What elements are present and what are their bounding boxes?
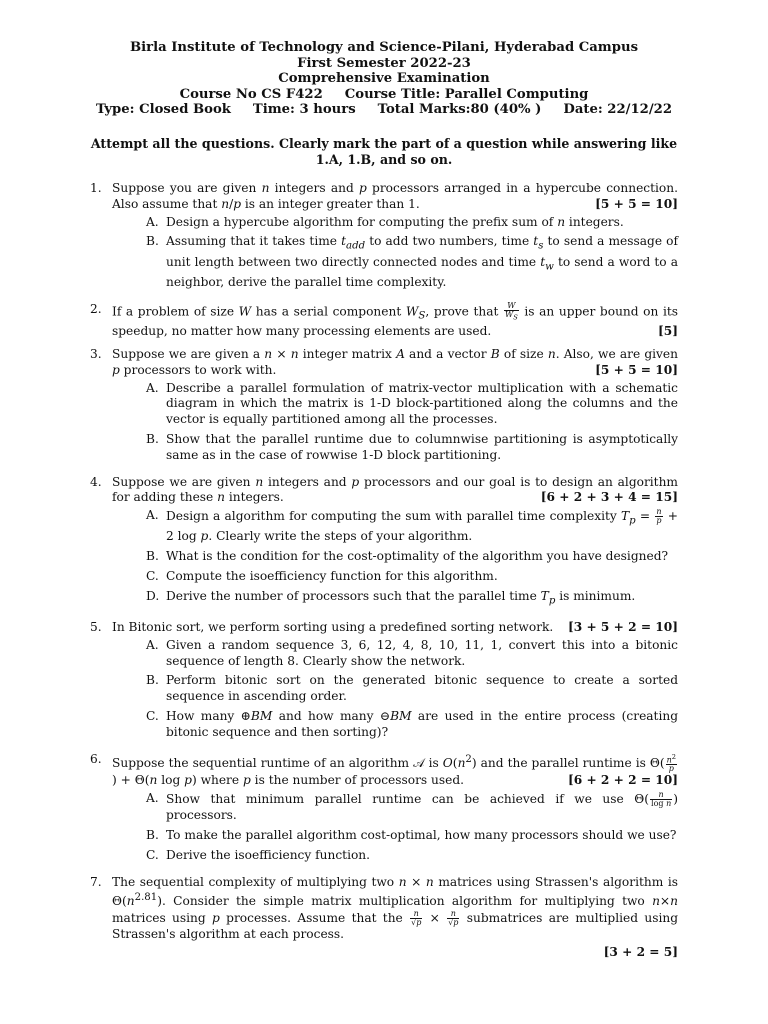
question-number: 3.	[90, 346, 102, 361]
question-text: The sequential complexity of multiplying two n × n matrices using Strassen's algorithm is $\Theta(n^{2.81})$. Consider the simple matrix multiplication algorithm for multiplying two n×n matrices using p processes. Assume that the $\frac{n}{√p}$ × $\frac{n}{√p}$ submatrices are multiplied using Strassen's algorithm at each process.	[112, 874, 679, 942]
question-7	[90, 875, 678, 961]
question-marks: [5]	[657, 324, 678, 339]
question-marks: [3 + 2 = 5]	[603, 945, 678, 960]
question-marks: [6 + 2 + 2 = 10]	[567, 773, 678, 788]
question-marks: [6 + 2 + 3 + 4 = 15]	[540, 490, 678, 505]
question-text: Suppose we are given n integers and p processors and our goal is to design an algorithm for adding these n integers. [6 + 2 + 3 + 4 = 15]	[112, 474, 678, 505]
exam-type: Type: Closed Book	[95, 102, 231, 118]
question-marks: [5 + 5 = 10]	[595, 196, 678, 211]
question-part: B. What is the condition for the cost-optimality of the algorithm you have designed?	[146, 549, 669, 564]
question-2	[90, 302, 678, 340]
question-number: 2.	[90, 301, 102, 316]
question-part: A. Design a algorithm for computing the sum with parallel time complexity $T_p$ = $\frac{n}{p}$ + 2 log p. Clearly write the steps of your algorithm.	[146, 507, 678, 544]
question-4	[90, 475, 678, 613]
exam-header	[90, 40, 678, 118]
question-part: A. Given a random sequence 3, 6, 12, 4, 8, 10, 11, 1, convert this into a bitonic sequence of length 8. Clearly show the network.	[146, 637, 678, 668]
question-text: Suppose we are given a n × n integer matrix A and a vector B of size n. Also, we are given p processors to work with. [5 + 5 = 10]	[112, 346, 678, 377]
question-text: In Bitonic sort, we perform sorting using a predefined sorting network. [3 + 5 + 2 = 10]	[112, 619, 678, 634]
question-number: 7.	[90, 874, 102, 889]
question-3	[90, 347, 678, 468]
question-part: A. Describe a parallel formulation of matrix-vector multiplication with a schematic diagram in which the matrix is 1-D block-partitioned along the columns and the vector is equally partitioned among all the processes.	[146, 380, 678, 427]
question-part: C. Compute the isoefficiency function for this algorithm.	[146, 568, 498, 583]
question-marks: [3 + 5 + 2 = 10]	[567, 619, 678, 634]
question-part: B. Assuming that it takes time $t_{add}$ to add two numbers, time $t_s$ to send a message of unit length between two directly connected nodes and time $t_w$ to send a word to a neighbor, derive the parallel time complexity.	[146, 234, 678, 289]
question-number: 5.	[90, 619, 102, 634]
question-part: C. How many ⊕BM and how many ⊖BM are used in the entire process (creating bitonic sequence and then sorting)?	[146, 708, 678, 739]
question-6	[90, 752, 678, 868]
question-number: 1.	[90, 180, 102, 195]
question-text: Suppose the sequential runtime of an algorithm 𝒜 is $O(n^2)$ and the parallel runtime is Θ( $\frac{n^2}{p}$ ) + Θ(n log p) where p is the number of processors used. [6 + 2 + 2 = 10]	[112, 752, 678, 788]
question-1	[90, 181, 678, 295]
question-part: A. Design a hypercube algorithm for computing the prefix sum of n integers.	[146, 214, 624, 229]
semester: First Semester 2022-23	[297, 55, 471, 71]
course-title: Course Title: Parallel Computing	[344, 86, 589, 102]
instructions: Attempt all the questions. Clearly mark the part of a question while answering like 1.A, 1.B, and so on.	[90, 135, 678, 168]
question-part: B. Perform bitonic sort on the generated bitonic sequence to create a sorted sequence in ascending order.	[146, 673, 678, 704]
question-number: 4.	[90, 474, 102, 489]
question-part: C. Derive the isoefficiency function.	[146, 847, 371, 862]
question-text: If a problem of size W has a serial component $W_S$, prove that $\frac{W}{W_S}$ is an upper bound on its speedup, no matter how many processing elements are used. [5]	[112, 300, 678, 339]
question-part: A. Show that minimum parallel runtime can be achieved if we use Θ( $\frac{n}{\text{log n}}$ ) processors.	[146, 790, 678, 823]
question-part: B. Show that the parallel runtime due to columnwise partitioning is asymptotically same as in the case of rowwise 1-D block partitioning.	[146, 431, 678, 462]
exam-time: Time: 3 hours	[252, 102, 356, 118]
question-5	[90, 620, 678, 745]
exam-title: Comprehensive Examination	[278, 71, 490, 87]
exam-date: Date: 22/12/22	[563, 102, 673, 118]
question-text: Suppose you are given n integers and p processors arranged in a hypercube connection. Also assume that n/p is an integer greater than 1. [5 + 5 = 10]	[112, 180, 678, 211]
question-part: B. To make the parallel algorithm cost-optimal, how many processors should we use?	[146, 828, 677, 843]
course-line	[90, 87, 678, 103]
institute-name: Birla Institute of Technology and Science-Pilani, Hyderabad Campus	[130, 40, 638, 55]
question-part: D. Derive the number of processors such that the parallel time $T_p$ is minimum.	[146, 588, 636, 607]
question-marks: [5 + 5 = 10]	[595, 362, 678, 377]
course-number: Course No CS F422	[179, 86, 323, 102]
exam-meta-line	[90, 102, 678, 118]
total-marks: Total Marks:80 (40% )	[377, 102, 542, 118]
question-number: 6.	[90, 751, 102, 766]
